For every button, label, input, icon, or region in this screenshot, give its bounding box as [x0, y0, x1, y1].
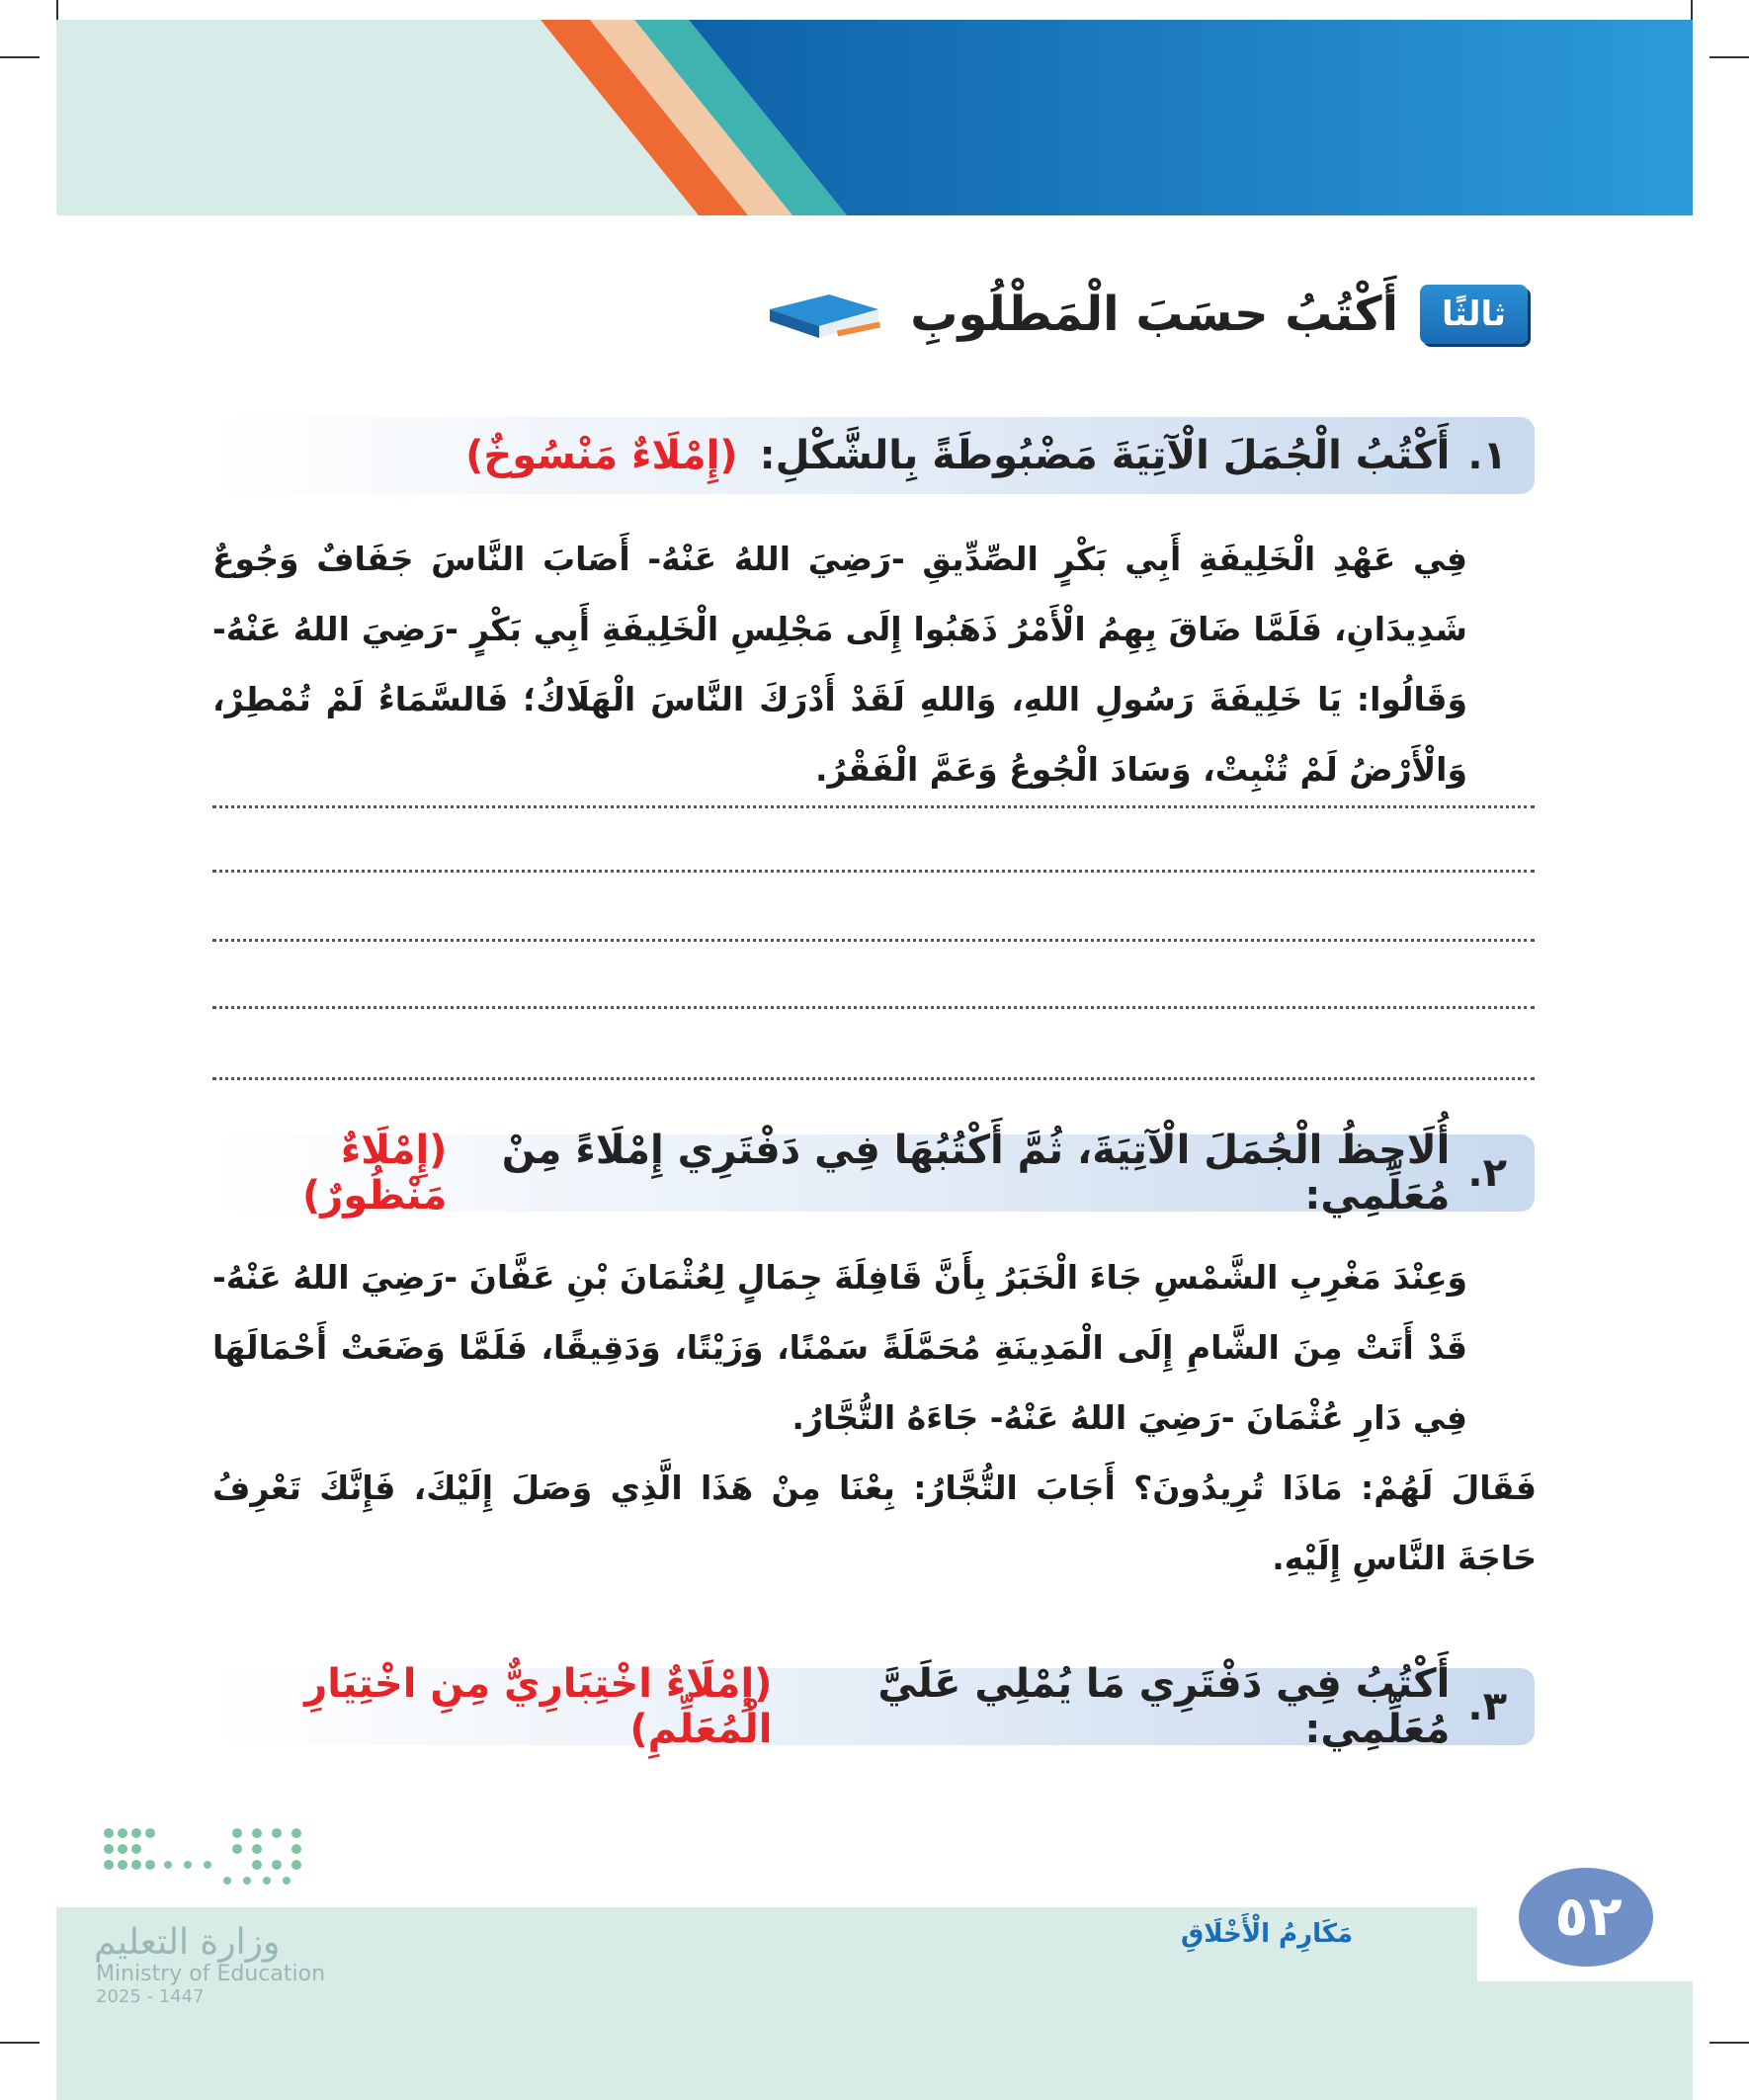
task2-text-1: وَعِنْدَ مَغْرِبِ الشَّمْسِ جَاءَ الْخَبَرُ بِأَنَّ قَافِلَةَ جِمَالٍ لِعُثْمَانَ بْنِ عَفَّانَ -رَضِيَ اللهُ عَنْهُ- قَدْ أَتَتْ مِنَ الشَّامِ إِلَى الْمَدِينَةِ مُحَمَّلَةً سَمْنًا، وَزَيْتًا، وَدَقِيقًا، فَلَمَّا وَضَعَتْ أَحْمَالَهَا فِي دَارِ عُثْمَانَ -رَضِيَ اللهُ عَنْهُ- جَاءَهُ التُّجَّارُ.: [212, 1258, 1467, 1437]
crop-mark: [0, 56, 40, 58]
task1-instruction: أَكْتُبُ الْجُمَلَ الْآتِيَةَ مَضْبُوطَةً بِالشَّكْلِ:: [759, 433, 1451, 478]
writing-line[interactable]: [212, 939, 1535, 942]
crop-mark: [1709, 2042, 1749, 2044]
task2-instruction-bar: [212, 1128, 1535, 1218]
task3-tag: (إِمْلَاءٌ اخْتِبَارِيٌّ مِنِ اخْتِيَارِ الْمُعَلِّمِ): [304, 1661, 773, 1752]
task1-paragraph: [212, 524, 1537, 804]
task2-tag: (إِمْلَاءٌ مَنْظُورٌ): [301, 1128, 448, 1218]
book-pencil-icon: [760, 285, 888, 344]
section-badge: ثالثًا: [1420, 285, 1528, 344]
task3-number: ٣.: [1467, 1684, 1507, 1729]
writing-line[interactable]: [212, 870, 1535, 873]
crop-mark: [0, 2042, 40, 2044]
task1-tag: (إِمْلَاءٌ مَنْسُوخٌ): [465, 433, 738, 478]
section-heading: [760, 279, 1528, 350]
task1-instruction-bar: [212, 417, 1535, 494]
ministry-name-english: Ministry of Education: [96, 1962, 326, 1986]
task3-instruction-bar: [212, 1661, 1535, 1752]
page-number: ٥٢: [1554, 1885, 1623, 1949]
writing-line[interactable]: [212, 1077, 1535, 1080]
task1-text: فِي عَهْدِ الْخَلِيفَةِ أَبِي بَكْرٍ الصِّدِّيقِ -رَضِيَ اللهُ عَنْهُ- أَصَابَ النَّاسَ جَفَافٌ وَجُوعٌ شَدِيدَانِ، فَلَمَّا ضَاقَ بِهِمُ الْأَمْرُ ذَهَبُوا إِلَى مَجْلِسِ الْخَلِيفَةِ أَبِي بَكْرٍ -رَضِيَ اللهُ عَنْهُ- وَقَالُوا: يَا خَلِيفَةَ رَسُولِ اللهِ، وَاللهِ لَقَدْ أَدْرَكَ النَّاسَ الْهَلَاكُ؛ فَالسَّمَاءُ لَمْ تُمْطِرْ، وَالْأَرْضُ لَمْ تُنْبِتْ، وَسَادَ الْجُوعُ وَعَمَّ الْفَقْرُ.: [212, 540, 1467, 789]
task2-paragraph: [212, 1242, 1537, 1593]
ministry-name-arabic: وزارة التعليم: [94, 1922, 281, 1963]
writing-line[interactable]: [212, 805, 1535, 808]
footer-band: [56, 1907, 1693, 2100]
section-title: أَكْتُبُ حسَبَ الْمَطْلُوبِ: [910, 287, 1399, 342]
writing-line[interactable]: [212, 1006, 1535, 1009]
header-banner: [56, 20, 1693, 215]
task2-instruction: أُلَاحِظُ الْجُمَلَ الْآتِيَةَ، ثُمَّ أَكْتُبُهَا فِي دَفْتَرِي إِمْلَاءً مِنْ مُعَلِّمِي:: [501, 1128, 1451, 1218]
ministry-year: 2025 - 1447: [96, 1986, 205, 2007]
task2-number: ٢.: [1467, 1150, 1507, 1196]
task2-text-2: فَقَالَ لَهُمْ: مَاذَا تُرِيدُونَ؟ أَجَابَ التُّجَّارُ: بِعْنَا مِنْ هَذَا الَّذِي وَصَلَ إِلَيْكَ، فَإِنَّكَ تَعْرِفُ حَاجَةَ النَّاسِ إِلَيْهِ.: [212, 1469, 1537, 1577]
task3-instruction: أَكْتُبُ فِي دَفْتَرِي مَا يُمْلِي عَلَيَّ مُعَلِّمِي:: [877, 1661, 1451, 1752]
book-name: مَكَارِمُ الْأَخْلَاقِ: [1181, 1919, 1354, 1949]
crop-mark: [1709, 56, 1749, 58]
vision-logo-icon: [99, 1823, 311, 1902]
task1-number: ١.: [1467, 433, 1507, 478]
